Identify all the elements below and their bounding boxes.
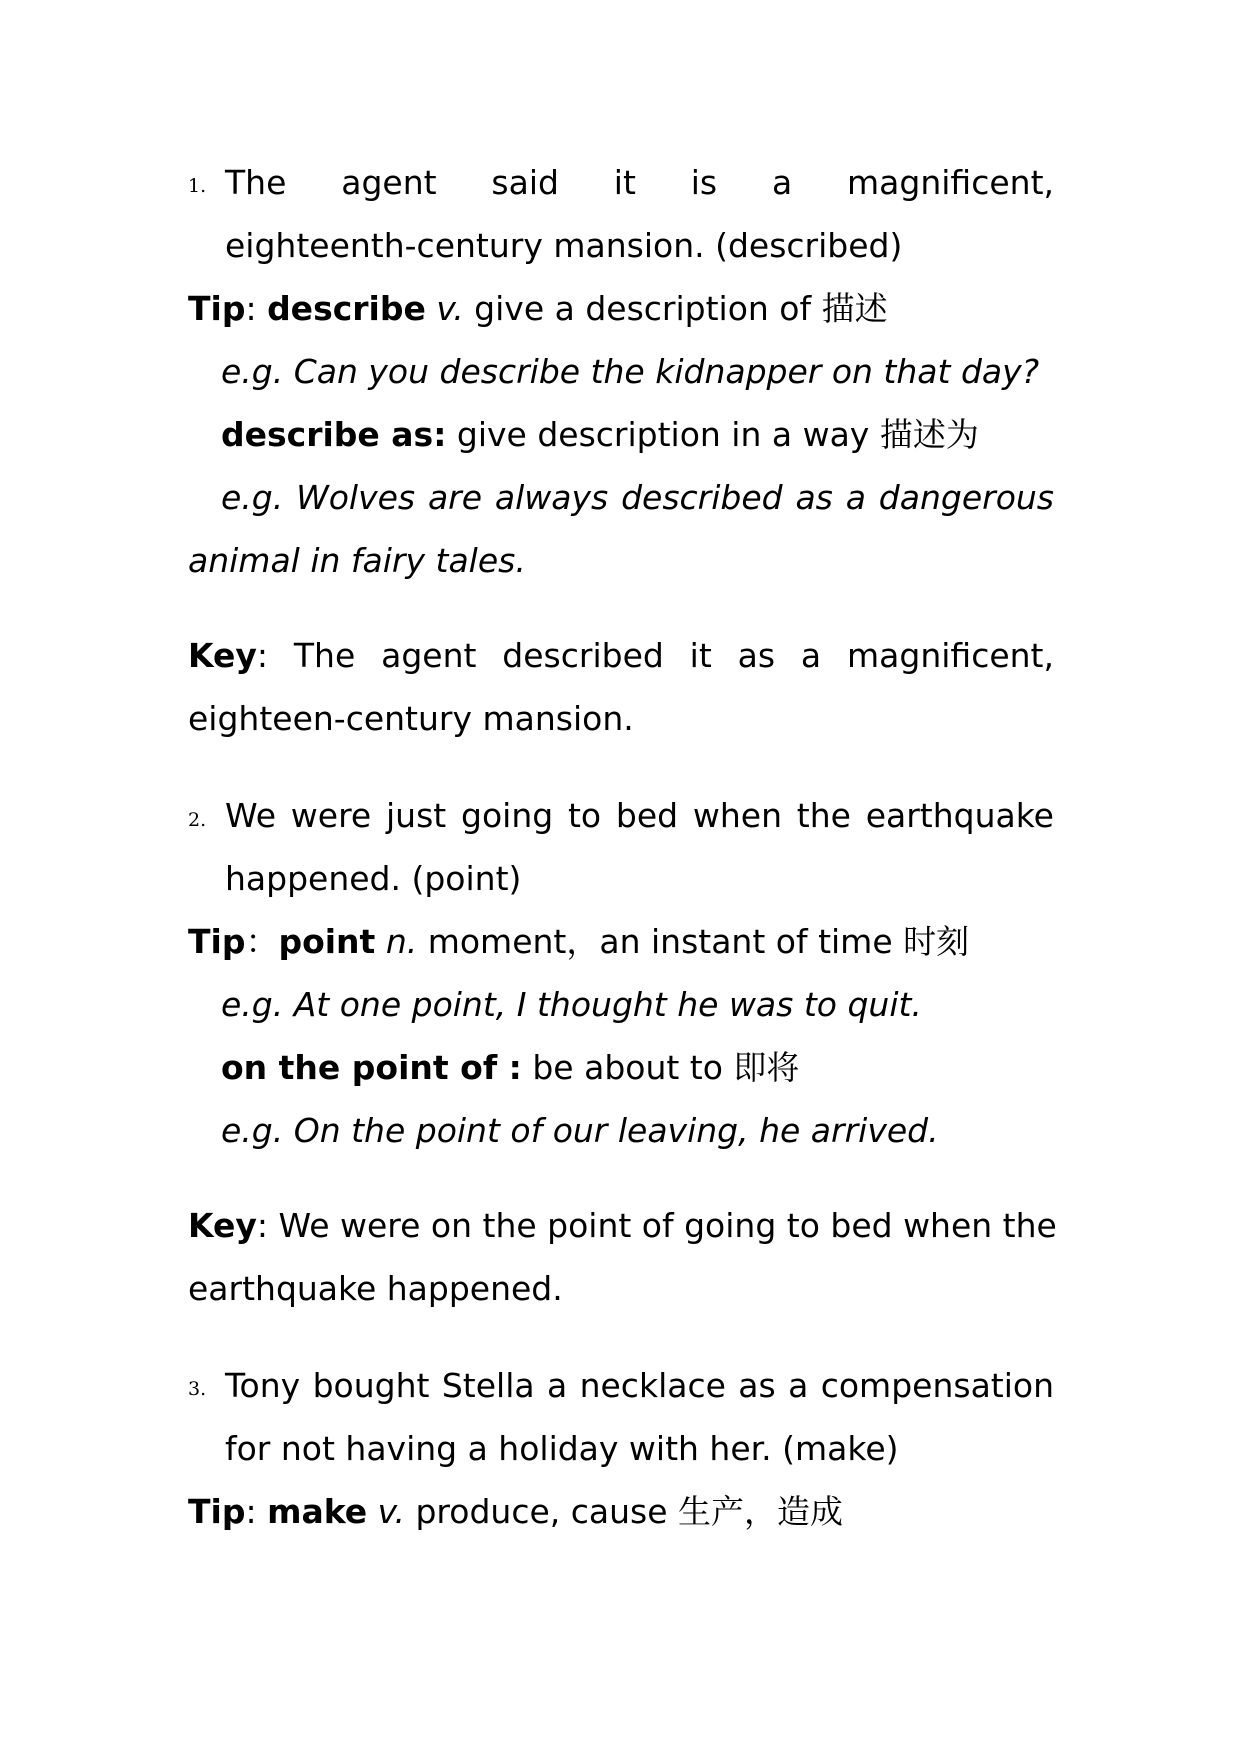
tip-label: Tip xyxy=(188,922,246,961)
question-line: We were just going to bed when the earthquake xyxy=(225,796,1054,835)
item-number: 2. xyxy=(188,809,207,831)
example-text: e.g. On the point of our leaving, he arrived. xyxy=(221,1111,939,1150)
example-line xyxy=(188,541,1054,581)
example-line xyxy=(221,478,1054,518)
tip-word: make xyxy=(267,1492,368,1531)
example-text: e.g. Can you describe the kidnapper on that day? xyxy=(221,352,1040,391)
question-line: happened. (point) xyxy=(225,859,522,898)
example-text: animal in fairy tales. xyxy=(188,541,526,580)
tip-line xyxy=(188,1492,1054,1532)
key-line: eighteen-century mansion. xyxy=(188,699,634,738)
tip-pos: v. xyxy=(377,1492,405,1531)
sub-definition: be about to 即将 xyxy=(521,1048,800,1087)
sub-phrase: on the point of : xyxy=(221,1048,522,1087)
key-label: Key xyxy=(188,1206,257,1245)
sub-phrase-line xyxy=(221,415,1087,455)
key-line xyxy=(188,1206,1057,1246)
question-line: for not having a holiday with her. (make) xyxy=(225,1429,899,1468)
tip-line xyxy=(188,922,1054,962)
key-line xyxy=(188,636,1054,676)
tip-separator: : xyxy=(245,1492,268,1531)
tip-definition: give a description of 描述 xyxy=(463,289,888,328)
key-text: : The agent described it as a magnificent, xyxy=(256,636,1054,675)
tip-label: Tip xyxy=(188,289,246,328)
tip-pos: n. xyxy=(385,922,418,961)
question-line: Tony bought Stella a necklace as a compensation xyxy=(225,1366,1054,1405)
tip-label: Tip xyxy=(188,1492,246,1531)
tip-word: point xyxy=(278,922,376,961)
tip-line xyxy=(188,289,1054,329)
example-line xyxy=(221,1111,1054,1151)
key-line: earthquake happened. xyxy=(188,1269,563,1308)
item-number: 3. xyxy=(188,1378,207,1400)
tip-word: describe xyxy=(267,289,426,328)
sub-phrase: describe as: xyxy=(221,415,447,454)
tip-separator: : xyxy=(245,289,268,328)
example-text: e.g. Wolves are always described as a dangerous xyxy=(221,478,1054,517)
example-text: e.g. At one point, I thought he was to quit. xyxy=(221,985,922,1024)
sub-phrase-line xyxy=(221,1048,1087,1088)
tip-definition: moment，an instant of time 时刻 xyxy=(417,922,970,961)
tip-pos: v. xyxy=(436,289,464,328)
key-label: Key xyxy=(188,636,257,675)
sub-definition: give description in a way 描述为 xyxy=(446,415,979,454)
item-number: 1. xyxy=(188,175,207,197)
question-line: The agent said it is a magnificent, xyxy=(225,163,1054,202)
question-line: eighteenth-century mansion. (described) xyxy=(225,226,903,265)
example-line xyxy=(221,985,1054,1025)
tip-separator: ： xyxy=(245,922,279,961)
key-text: : We were on the point of going to bed when the xyxy=(256,1206,1057,1245)
example-line xyxy=(221,352,1054,392)
tip-definition: produce, cause 生产，造成 xyxy=(405,1492,844,1531)
